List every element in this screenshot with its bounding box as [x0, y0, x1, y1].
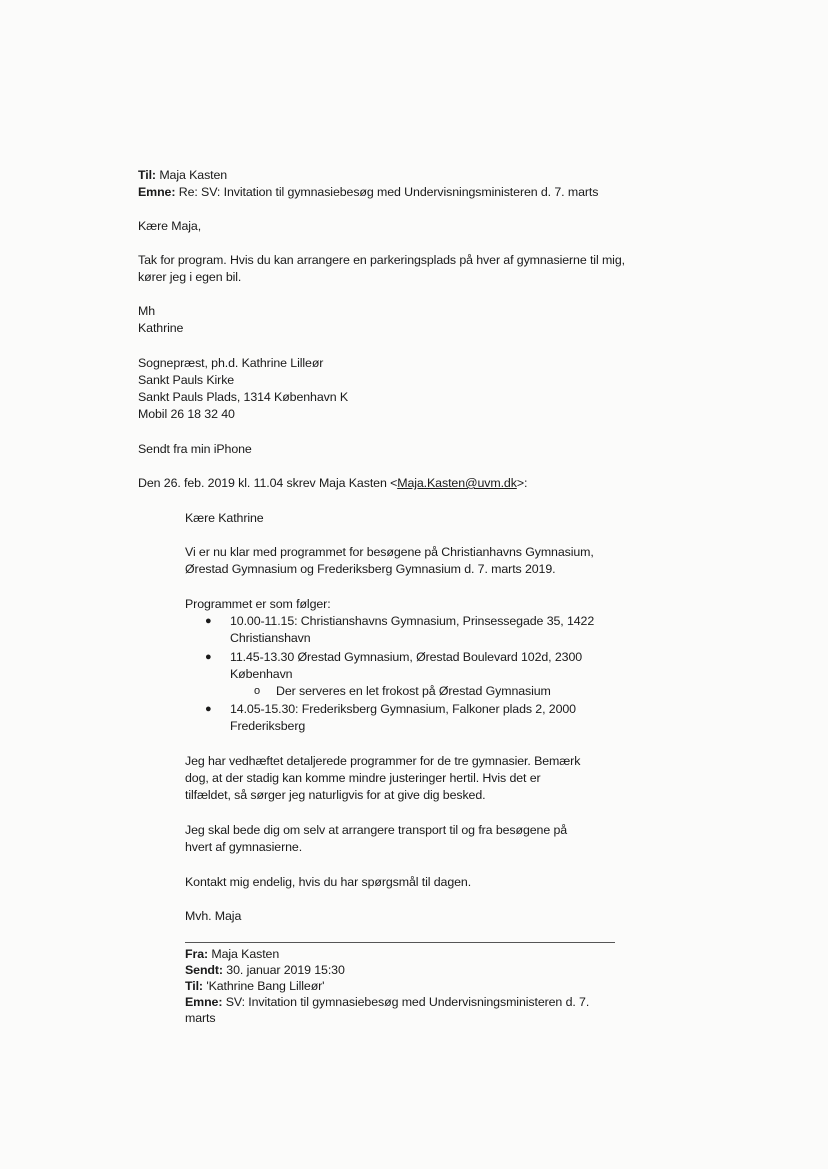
program-item-3-line1: 14.05-15.30: Frederiksberg Gymnasium, Falkoner plads 2, 2000	[230, 702, 576, 716]
original-subject	[185, 994, 589, 1011]
sender-email-link[interactable]: Maja.Kasten@uvm.dk	[397, 476, 517, 490]
reply-greeting: Kære Maja,	[138, 219, 202, 233]
para2-line2: dog, at der stadig kan komme mindre justeringer hertil. Hvis det er	[185, 771, 541, 785]
original-sent-label: Sendt:	[185, 963, 223, 977]
bullet-icon: ●	[205, 703, 212, 715]
quoted-signoff: Mvh. Maja	[185, 909, 242, 923]
signature-address: Sankt Pauls Plads, 1314 København K	[138, 390, 349, 404]
program-item-2-line1: 11.45-13.30 Ørestad Gymnasium, Ørestad Boulevard 102d, 2300	[230, 650, 583, 664]
program-subitem: Der serveres en let frokost på Ørestad Gymnasium	[276, 684, 551, 698]
original-sent-value: 30. januar 2019 15:30	[226, 963, 345, 977]
original-from-value: Maja Kasten	[211, 947, 280, 961]
quote-header-suffix: >:	[516, 476, 528, 490]
program-item-1-line1: 10.00-11.15: Christianshavns Gymnasium, Prinsessegade 35, 1422	[230, 614, 595, 628]
to-label: Til:	[138, 168, 156, 182]
signature-church: Sankt Pauls Kirke	[138, 373, 235, 387]
original-subject-label: Emne:	[185, 995, 223, 1009]
original-subject-line2: marts	[185, 1011, 216, 1025]
para3-line1: Jeg skal bede dig om selv at arrangere transport til og fra besøgene på	[185, 823, 568, 837]
bullet-icon: ●	[205, 651, 212, 663]
bullet-icon: ●	[205, 615, 212, 627]
para3-line2: hvert af gymnasierne.	[185, 840, 303, 854]
subject-label: Emne:	[138, 185, 176, 199]
quote-header	[138, 475, 527, 492]
signature-title: Sognepræst, ph.d. Kathrine Lilleør	[138, 356, 324, 370]
signature-phone: Mobil 26 18 32 40	[138, 407, 235, 421]
program-heading: Programmet er som følger:	[185, 597, 331, 611]
para2-line1: Jeg har vedhæftet detaljerede programmer for de tre gymnasier. Bemærk	[185, 754, 581, 768]
quote-header-prefix: Den 26. feb. 2019 kl. 11.04 skrev Maja Kasten <	[138, 476, 398, 490]
quoted-intro-line2: Ørestad Gymnasium og Frederiksberg Gymnasium d. 7. marts 2019.	[185, 562, 556, 576]
to-line	[138, 167, 227, 184]
sub-bullet-icon: o	[254, 685, 261, 697]
original-sent	[185, 962, 345, 979]
subject-line	[138, 184, 598, 201]
program-item-3-line2: Frederiksberg	[230, 719, 306, 733]
program-item-2-line2: København	[230, 667, 293, 681]
quoted-greeting: Kære Kathrine	[185, 511, 264, 525]
reply-closing: Mh	[138, 304, 156, 318]
divider	[185, 942, 615, 943]
original-to	[185, 978, 324, 995]
reply-body-line2: kører jeg i egen bil.	[138, 270, 242, 284]
sent-from-line: Sendt fra min iPhone	[138, 442, 252, 456]
original-from	[185, 946, 279, 963]
para4: Kontakt mig endelig, hvis du har spørgsmål til dagen.	[185, 875, 472, 889]
original-from-label: Fra:	[185, 947, 209, 961]
reply-name: Kathrine	[138, 321, 184, 335]
quoted-intro-line1: Vi er nu klar med programmet for besøgene på Christianhavns Gymnasium,	[185, 545, 594, 559]
subject-value: Re: SV: Invitation til gymnasiebesøg med Undervisningsministeren d. 7. marts	[178, 185, 599, 199]
reply-body-line1: Tak for program. Hvis du kan arrangere en parkeringsplads på hver af gymnasierne til mig,	[138, 253, 625, 267]
to-value: Maja Kasten	[159, 168, 228, 182]
original-subject-line1: SV: Invitation til gymnasiebesøg med Undervisningsministeren d. 7.	[225, 995, 590, 1009]
original-to-label: Til:	[185, 979, 203, 993]
para2-line3: tilfældet, så sørger jeg naturligvis for at give dig besked.	[185, 788, 486, 802]
original-to-value: 'Kathrine Bang Lilleør'	[206, 979, 325, 993]
program-item-1-line2: Christianshavn	[230, 631, 311, 645]
